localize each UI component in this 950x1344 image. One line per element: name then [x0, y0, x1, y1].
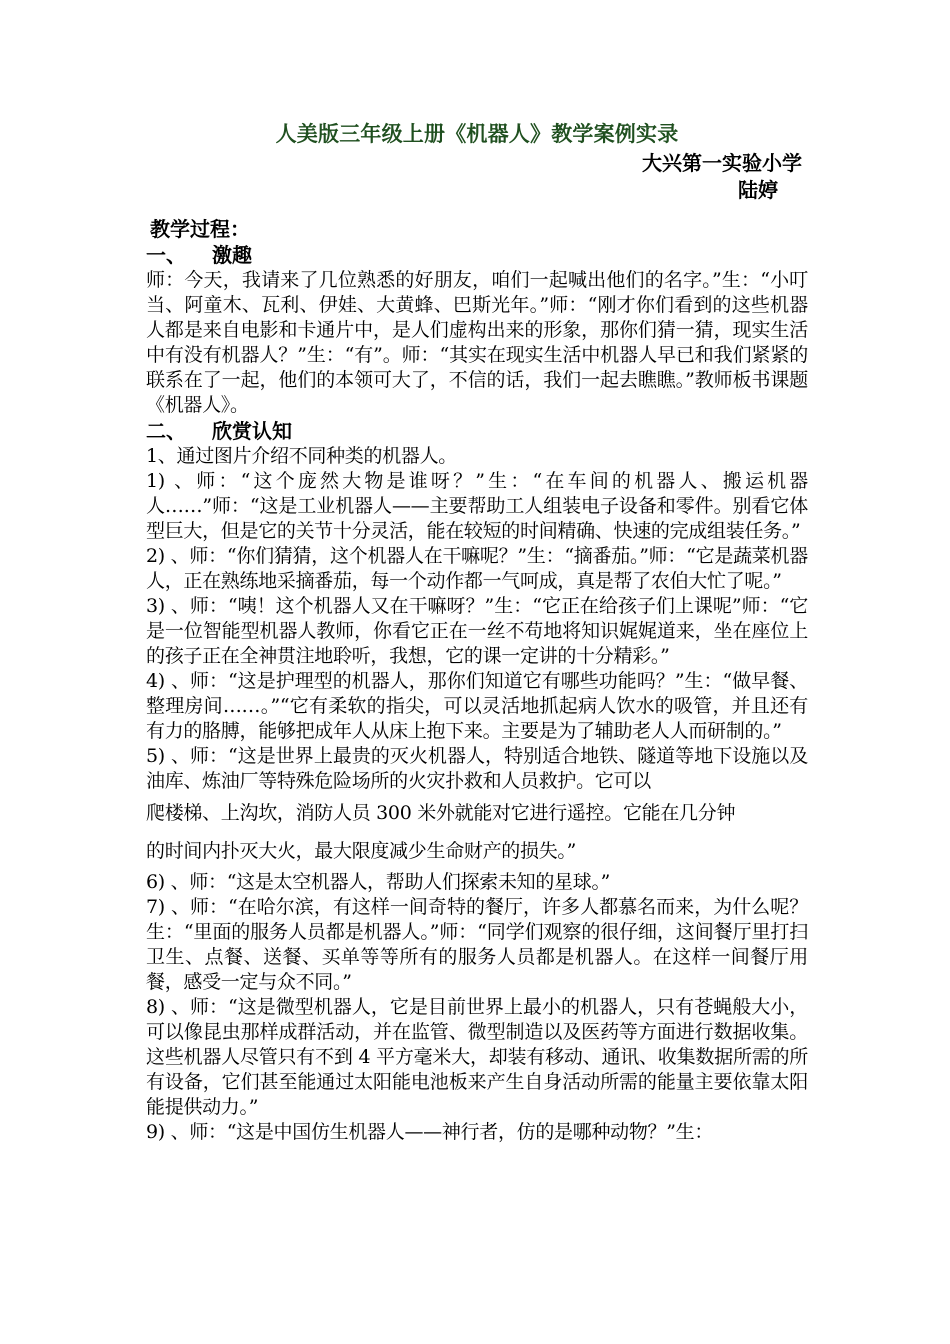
- paragraph-item-5-end: 的时间内扑灭大火，最大限度减少生命财产的损失。”: [146, 840, 577, 862]
- paragraph-intro: 师：今天，我请来了几位熟悉的好朋友，咱们一起喊出他们的名字。”生：“小叮当、阿童木、瓦利、伊娃、大黄蜂、巴斯光年。”师：“刚才你们看到的这些机器人都是来自电影和卡通片中，是人们虚构出来的形象，那你们猜一猜，现实生活中有没有机器人？”生：“有”。师：“其实在现实生活中机器人早已和我们紧紧的联系在了一起，他们的本领可大了，不信的话，我们一起去瞧瞧。”教师板书课题《机器人》。: [146, 269, 808, 416]
- author-name: 陆婷: [738, 178, 778, 202]
- process-label: 教学过程：: [150, 217, 250, 241]
- section-heading-1: [146, 242, 808, 268]
- document-page: [146, 118, 808, 1145]
- school-name: 大兴第一实验小学: [642, 151, 802, 175]
- paragraph-item-6: 6) 、师：“这是太空机器人，帮助人们探索未知的星球。”: [146, 871, 611, 893]
- paragraph-item-3: 3) 、师：“咦！这个机器人又在干嘛呀？”生：“它正在给孩子们上课呢”师：“它是一位智能型机器人教师，你看它正在一丝不苟地将知识娓娓道来，坐在座位上的孩子正在全神贯注地聆听，我想，它的课一定讲的十分精彩。”: [146, 595, 808, 667]
- section-heading-2: [146, 418, 808, 444]
- section-number: 二、: [146, 419, 186, 443]
- author-block: [146, 150, 808, 204]
- section-number: 一、: [146, 243, 186, 267]
- section-title: 激趣: [212, 243, 252, 267]
- paragraph-item-5-cont: 爬楼梯、上沟坎，消防人员 300 米外就能对它进行遥控。它能在几分钟: [146, 802, 736, 824]
- paragraph-item-8: 8) 、师：“这是微型机器人，它是目前世界上最小的机器人，只有苍蝇般大小，可以像昆虫那样成群活动，并在监管、微型制造以及医药等方面进行数据收集。这些机器人尽管只有不到 4 平方毫米大，却装有移动、通讯、收集数据所需的所有设备，它们甚至能通过太阳能电池板来产生自身活动所需的能量主要依靠太阳能提供动力。”: [146, 996, 808, 1118]
- paragraph-item-5: 5) 、师：“这是世界上最贵的灭火机器人，特别适合地铁、隧道等地下设施以及油库、炼油厂等特殊危险场所的火灾扑救和人员救护。它可以: [146, 745, 808, 792]
- paragraph-item-7: 7) 、师：“在哈尔滨，有这样一间奇特的餐厅，许多人都慕名而来，为什么呢？生：“里面的服务人员都是机器人。”师：“同学们观察的很仔细，这间餐厅里打扫卫生、点餐、送餐、买单等等所有的服务人员都是机器人。在这样一间餐厅用餐，感受一定与众不同。”: [146, 896, 808, 993]
- paragraph-item-1: 1) 、师：“这个庞然大物是谁呀？”生：“在车间的机器人、搬运机器人……”师：“这是工业机器人——主要帮助工人组装电子设备和零件。别看它体型巨大，但是它的关节十分灵活，能在较短的时间精确、快速的完成组装任务。”: [146, 470, 808, 542]
- paragraph-item-4: 4) 、师：“这是护理型的机器人，那你们知道它有哪些功能吗？”生：“做早餐、整理房间……。”“它有柔软的指尖，可以灵活地抓起病人饮水的吸管，并且还有有力的胳膊，能够把成年人从床上抱下来。主要是为了辅助老人人而研制的。”: [146, 670, 808, 742]
- paragraph-item-2: 2) 、师：“你们猜猜，这个机器人在干嘛呢？”生：“摘番茄。”师：“它是蔬菜机器人，正在熟练地采摘番茄，每一个动作都一气呵成，真是帮了农伯大忙了呢。”: [146, 545, 808, 592]
- paragraph-1: 1、通过图片介绍不同种类的机器人。: [146, 445, 457, 467]
- paragraph-item-9: 9) 、师：“这是中国仿生机器人——神行者，仿的是哪种动物？”生：: [146, 1121, 714, 1143]
- document-title: 人美版三年级上册《机器人》教学案例实录: [275, 121, 679, 146]
- section-title: 欣赏认知: [212, 419, 292, 443]
